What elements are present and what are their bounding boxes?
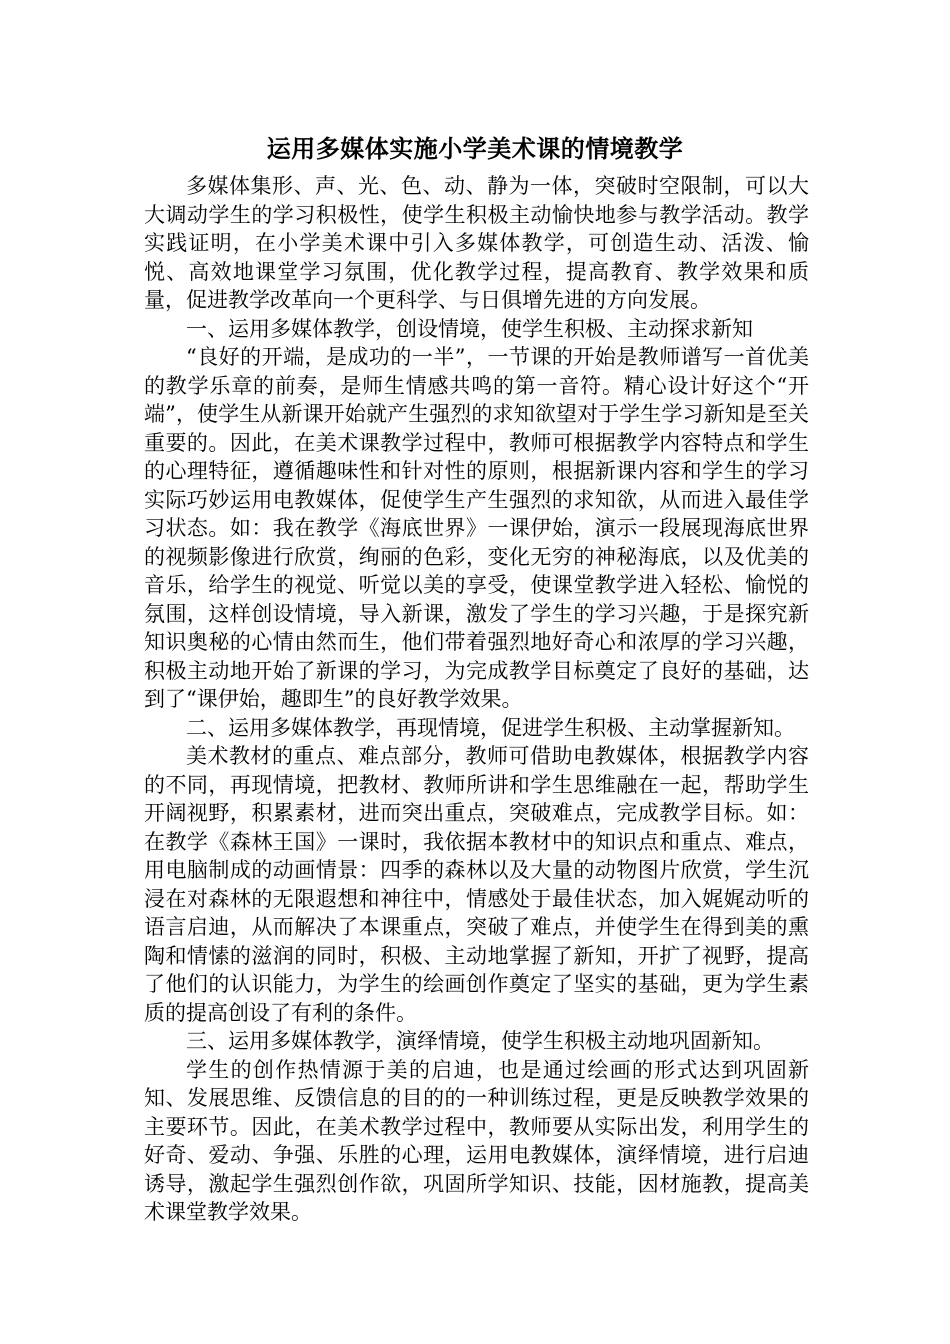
section-heading-3: 三、运用多媒体教学，演绎情境，使学生积极主动地巩固新知。 — [186, 1029, 774, 1053]
document-body — [144, 172, 809, 1227]
document-title: 运用多媒体实施小学美术课的情境教学 — [266, 134, 684, 163]
section-heading-1: 一、运用多媒体教学，创设情境，使学生积极、主动探求新知 — [186, 316, 753, 341]
intro-paragraph: 多媒体集形、声、光、色、动、静为一体，突破时空限制，可以大大调动学生的学习积极性，使学生积极主动愉快地参与教学活动。教学实践证明，在小学美术课中引入多媒体教学，可创造生动、活泼、愉悦、高效地课堂学习氛围，优化教学过程，提高教育、教学效果和质量，促进教学改革向一个更科学、与日俱增先进的方向发展。 — [144, 174, 809, 312]
section-1-paragraph: “良好的开端，是成功的一半”，一节课的开始是教师谱写一首优美的教学乐章的前奏，是师生情感共鸣的第一音符。精心设计好这个“开端”，使学生从新课开始就产生强烈的求知欲望对于学生学习新知是至关重要的。因此，在美术课教学过程中，教师可根据教学内容特点和学生的心理特征，遵循趣味性和针对性的原则，根据新课内容和学生的学习实际巧妙运用电教媒体，促使学生产生强烈的求知欲，从而进入最佳学习状态。如：我在教学《海底世界》一课伊始，演示一段展现海底世界的视频影像进行欣赏，绚丽的色彩，变化无穷的神秘海底，以及优美的音乐，给学生的视觉、听觉以美的享受，使课堂教学进入轻松、愉悦的氛围，这样创设情境，导入新课，激发了学生的学习兴趣，于是探究新知识奥秘的心情由然而生，他们带着强烈地好奇心和浓厚的学习兴趣，积极主动地开始了新课的学习，为完成教学目标奠定了良好的基础，达到了“课伊始，趣即生”的良好教学效果。 — [144, 345, 809, 711]
section-heading-2: 二、运用多媒体教学，再现情境，促进学生积极、主动掌握新知。 — [186, 715, 795, 740]
section-3-paragraph: 学生的创作热情源于美的启迪，也是通过绘画的形式达到巩固新知、发展思维、反馈信息的目的的一种训练过程，更是反映教学效果的主要环节。因此，在美术教学过程中，教师要从实际出发，利用学生的好奇、爱动、争强、乐胜的心理，运用电教媒体，演绎情境，进行启迪诱导，激起学生强烈创作欲，巩固所学知识、技能，因材施教，提高美术课堂教学效果。 — [144, 1057, 809, 1224]
section-2-paragraph: 美术教材的重点、难点部分，教师可借助电教媒体，根据教学内容的不同，再现情境，把教材、教师所讲和学生思维融在一起，帮助学生开阔视野，积累素材，进而突出重点，突破难点，完成教学目标。如：在教学《森林王国》一课时，我依据本教材中的知识点和重点、难点，用电脑制成的动画情景：四季的森林以及大量的动物图片欣赏，学生沉浸在对森林的无限遐想和神往中，情感处于最佳状态，加入娓娓动听的语言启迪，从而解决了本课重点，突破了难点，并使学生在得到美的熏陶和情愫的滋润的同时，积极、主动地掌握了新知，开扩了视野，提高了他们的认识能力，为学生的绘画创作奠定了坚实的基础，更为学生素质的提高创设了有利的条件。 — [144, 744, 809, 1025]
